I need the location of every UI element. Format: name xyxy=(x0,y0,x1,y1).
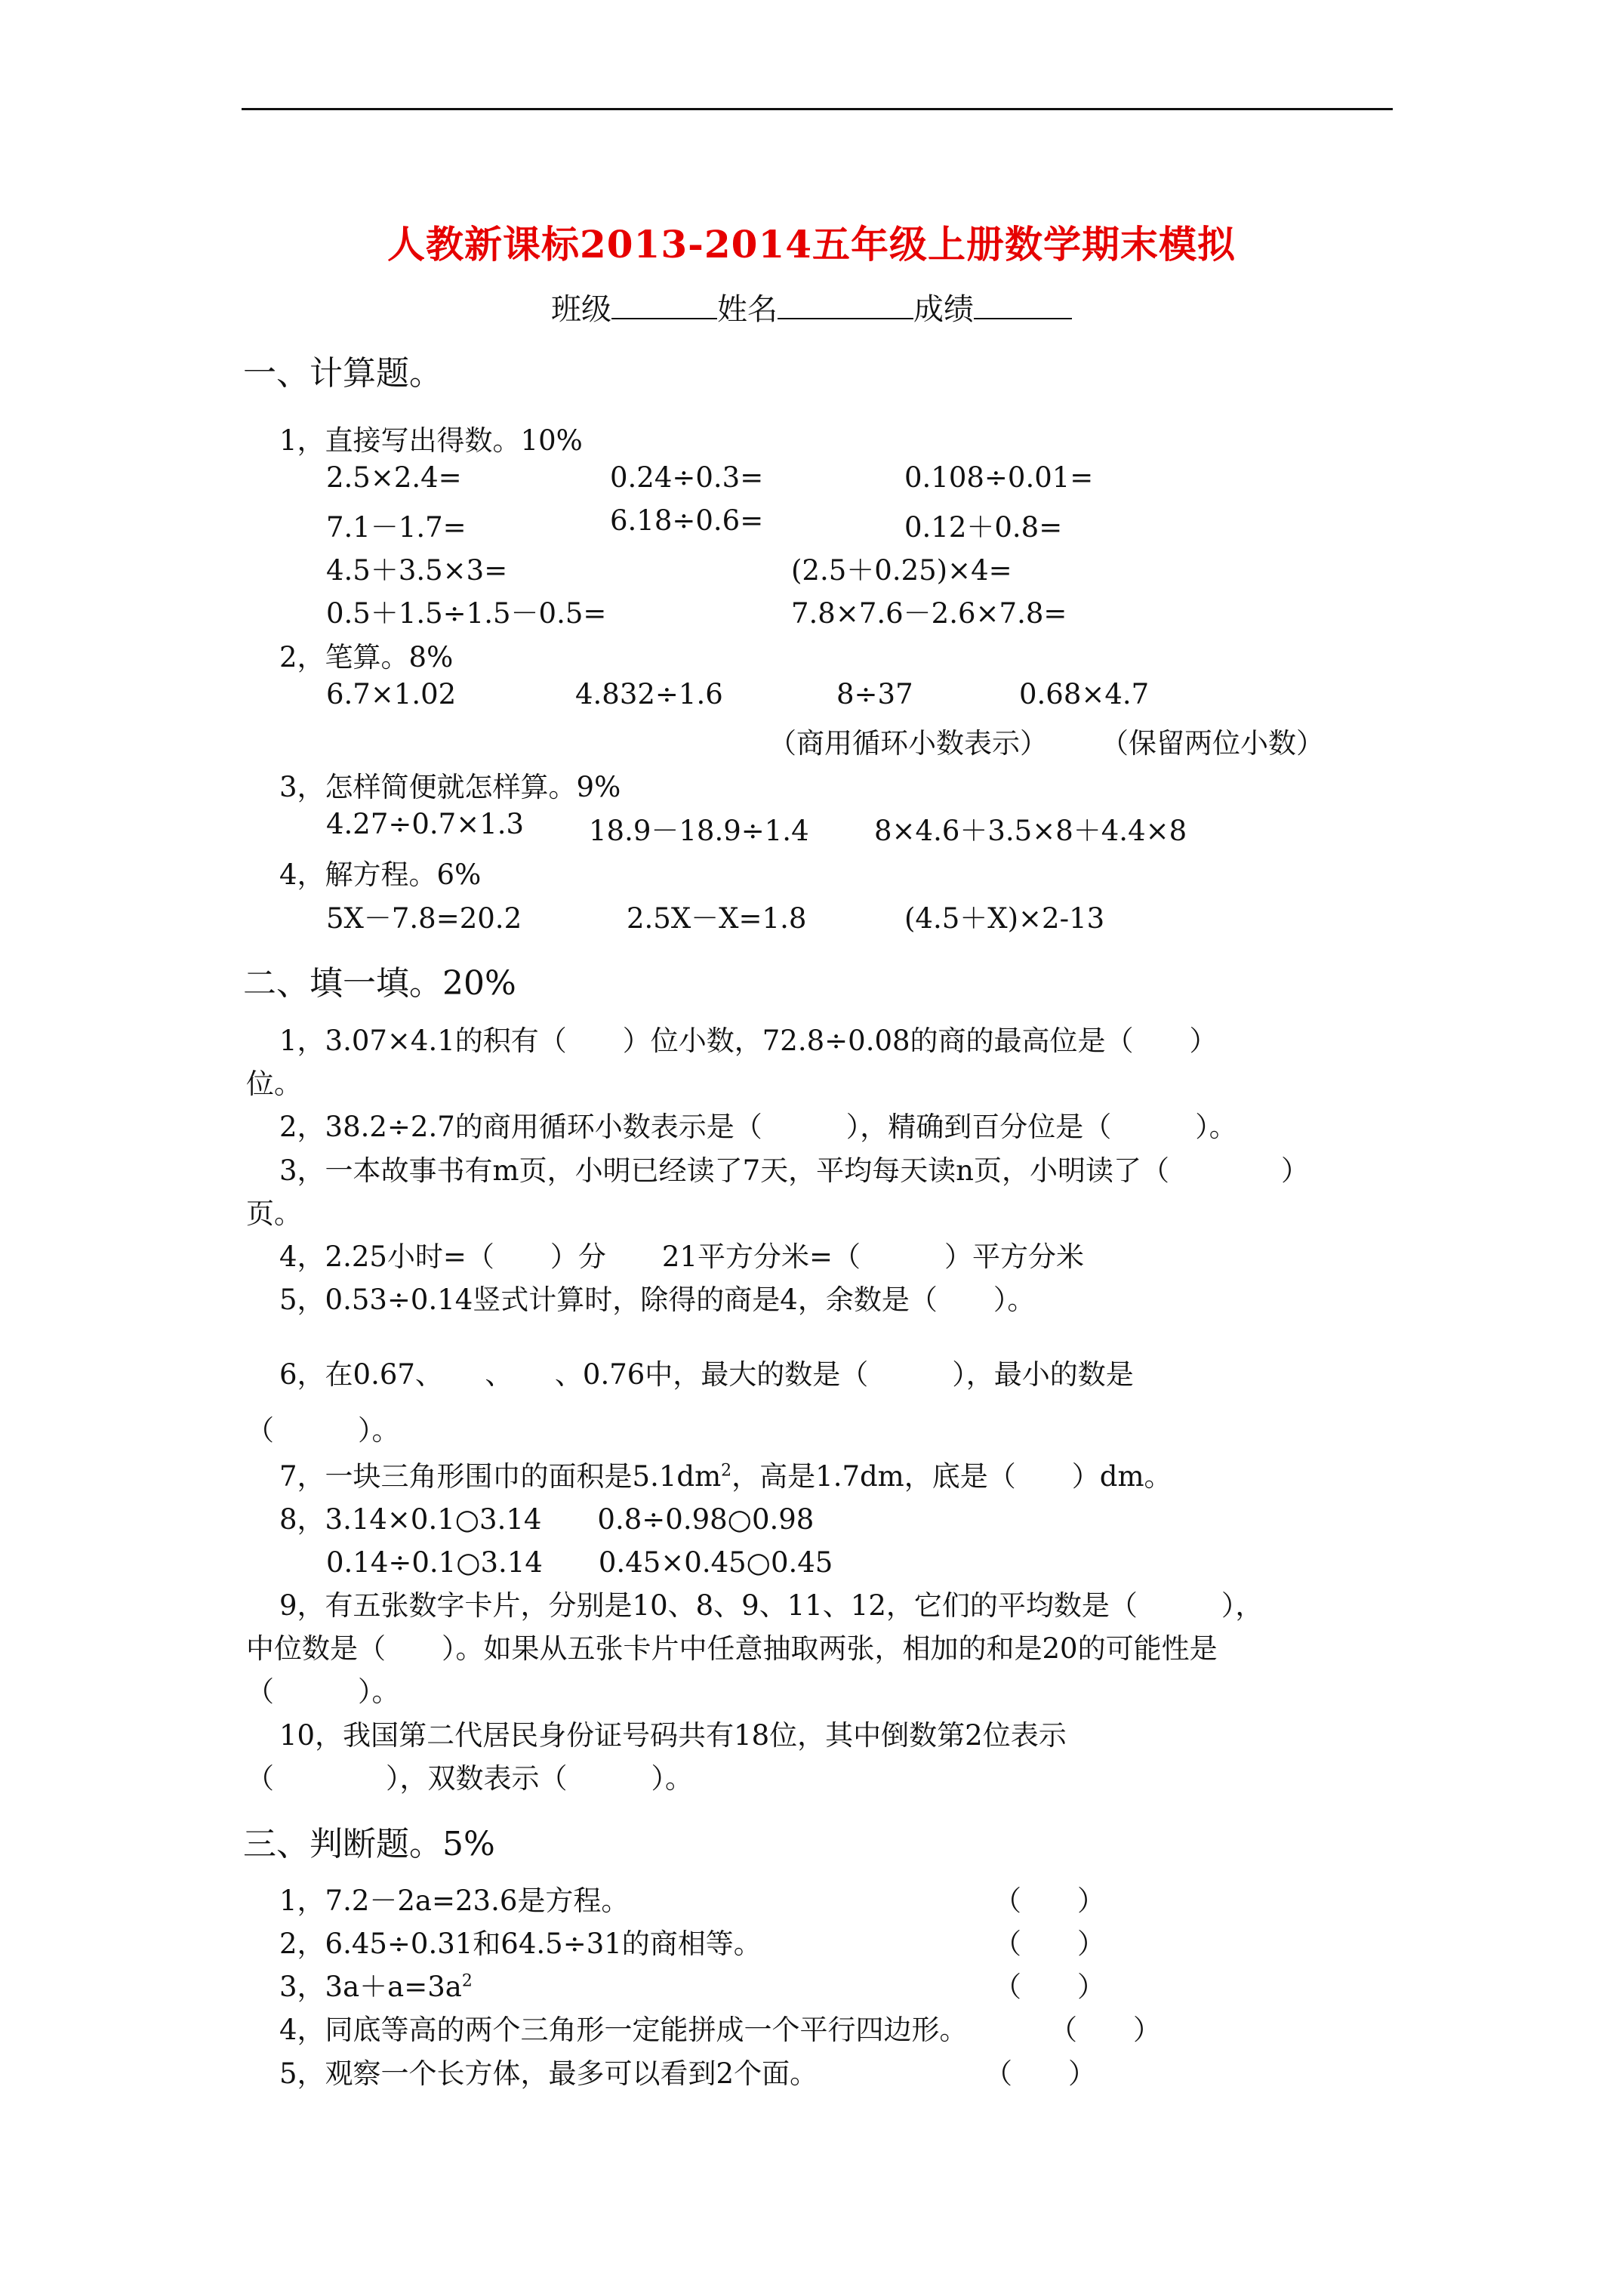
q2-note: （商用循环小数表示） xyxy=(768,727,1048,760)
judge-item: 2，6.45÷0.31和64.5÷31的商相等。 xyxy=(279,1928,762,1960)
q1-item: 7.8×7.6－2.6×7.8= xyxy=(791,597,1067,630)
judge-paren[interactable]: （ ） xyxy=(984,2057,1096,2090)
fill-line-part: ，高是1.7dm，底是（ ）dm。 xyxy=(731,1460,1172,1493)
fill-line: 5，0.53÷0.14竖式计算时，除得的商是4，余数是（ ）。 xyxy=(279,1284,1036,1316)
fill-line: 0.14÷0.1○3.14 0.45×0.45○0.45 xyxy=(326,1546,833,1579)
fill-line: 1，3.07×4.1的积有（ ）位小数，72.8÷0.08的商的最高位是（ ） xyxy=(279,1025,1218,1057)
superscript: 2 xyxy=(721,1461,732,1481)
q1-label: 1，直接写出得数。10% xyxy=(279,424,583,457)
judge-paren[interactable]: （ ） xyxy=(993,1885,1105,1917)
fill-line: 中位数是（ ）。如果从五张卡片中任意抽取两张，相加的和是20的可能性是 xyxy=(246,1632,1218,1665)
fill-line-part: 7，一块三角形围巾的面积是5.1dm xyxy=(279,1460,722,1493)
judge-item-text: 3，3a＋a=3a xyxy=(279,1971,462,2003)
q2-item: 8÷37 xyxy=(836,678,913,710)
q1-item: 7.1－1.7= xyxy=(326,511,467,544)
judge-paren[interactable]: （ ） xyxy=(993,1928,1105,1960)
q1-item: 6.18÷0.6= xyxy=(610,504,764,537)
page-title: 人教新课标2013-2014五年级上册数学期末模拟 xyxy=(387,222,1236,267)
q4-item: 5X－7.8=20.2 xyxy=(326,902,522,935)
class-blank[interactable] xyxy=(611,291,717,319)
fill-line: （ ）。 xyxy=(246,1675,400,1708)
q1-item: (2.5＋0.25)×4= xyxy=(791,554,1012,587)
judge-paren[interactable]: （ ） xyxy=(1049,2014,1161,2046)
judge-item: 4，同底等高的两个三角形一定能拼成一个平行四边形。 xyxy=(279,2014,968,2046)
section-2-heading: 二、填一填。20% xyxy=(243,964,516,1003)
fill-line: （ ），双数表示（ ）。 xyxy=(246,1762,693,1795)
q4-label: 4，解方程。6% xyxy=(279,858,482,891)
q3-label: 3，怎样简便就怎样算。9% xyxy=(279,771,621,803)
q3-item: 18.9－18.9÷1.4 xyxy=(589,815,809,847)
score-blank[interactable] xyxy=(974,291,1072,319)
name-blank[interactable] xyxy=(778,291,913,319)
q3-item: 4.27÷0.7×1.3 xyxy=(326,808,525,840)
q1-item: 0.12＋0.8= xyxy=(904,511,1063,544)
name-label: 姓名 xyxy=(717,292,778,327)
fill-line: 4，2.25小时=（ ）分 21平方分米=（ ）平方分米 xyxy=(279,1240,1085,1273)
fill-line xyxy=(279,1453,1172,1494)
q4-item: (4.5＋X)×2-13 xyxy=(904,902,1105,935)
fill-line: 8，3.14×0.1○3.14 0.8÷0.98○0.98 xyxy=(279,1503,815,1536)
fill-line: 10，我国第二代居民身份证号码共有18位，其中倒数第2位表示 xyxy=(279,1719,1067,1752)
q3-item: 8×4.6＋3.5×8＋4.4×8 xyxy=(874,815,1187,847)
q2-note: （保留两位小数） xyxy=(1101,727,1324,760)
q2-item: 0.68×4.7 xyxy=(1019,678,1150,710)
judge-item: 1，7.2－2a=23.6是方程。 xyxy=(279,1885,630,1917)
fill-line: 9，有五张数字卡片，分别是10、8、9、11、12，它们的平均数是（ ）， xyxy=(279,1589,1264,1622)
q1-item: 0.24÷0.3= xyxy=(610,461,764,494)
student-info-line xyxy=(0,285,1623,328)
q4-item: 2.5X－X=1.8 xyxy=(627,902,807,935)
q1-item: 0.108÷0.01= xyxy=(904,461,1094,494)
section-3-heading: 三、判断题。5% xyxy=(243,1825,495,1863)
fill-line: （ ）。 xyxy=(246,1414,400,1447)
q1-item: 2.5×2.4= xyxy=(326,461,462,494)
fill-line: 页。 xyxy=(246,1197,302,1230)
q2-item: 4.832÷1.6 xyxy=(575,678,723,710)
fill-line: 3，一本故事书有m页，小明已经读了7天，平均每天读n页，小明读了（ ） xyxy=(279,1154,1309,1187)
header-rule xyxy=(242,108,1393,110)
q2-item: 6.7×1.02 xyxy=(326,678,457,710)
judge-item xyxy=(279,1964,473,2005)
q1-item: 4.5＋3.5×3= xyxy=(326,554,508,587)
judge-item: 5，观察一个长方体，最多可以看到2个面。 xyxy=(279,2057,818,2090)
q2-label: 2，笔算。8% xyxy=(279,641,454,673)
score-label: 成绩 xyxy=(913,292,974,327)
judge-paren[interactable]: （ ） xyxy=(993,1971,1105,2003)
fill-line: 位。 xyxy=(246,1068,302,1100)
class-label: 班级 xyxy=(551,292,611,327)
superscript: 2 xyxy=(461,1971,473,1991)
fill-line: 6，在0.67、 、 、0.76中，最大的数是（ ），最小的数是 xyxy=(279,1358,1134,1391)
q1-item: 0.5＋1.5÷1.5－0.5= xyxy=(326,597,607,630)
fill-line: 2，38.2÷2.7的商用循环小数表示是（ ），精确到百分位是（ ）。 xyxy=(279,1111,1237,1143)
section-1-heading: 一、计算题。 xyxy=(243,354,442,393)
